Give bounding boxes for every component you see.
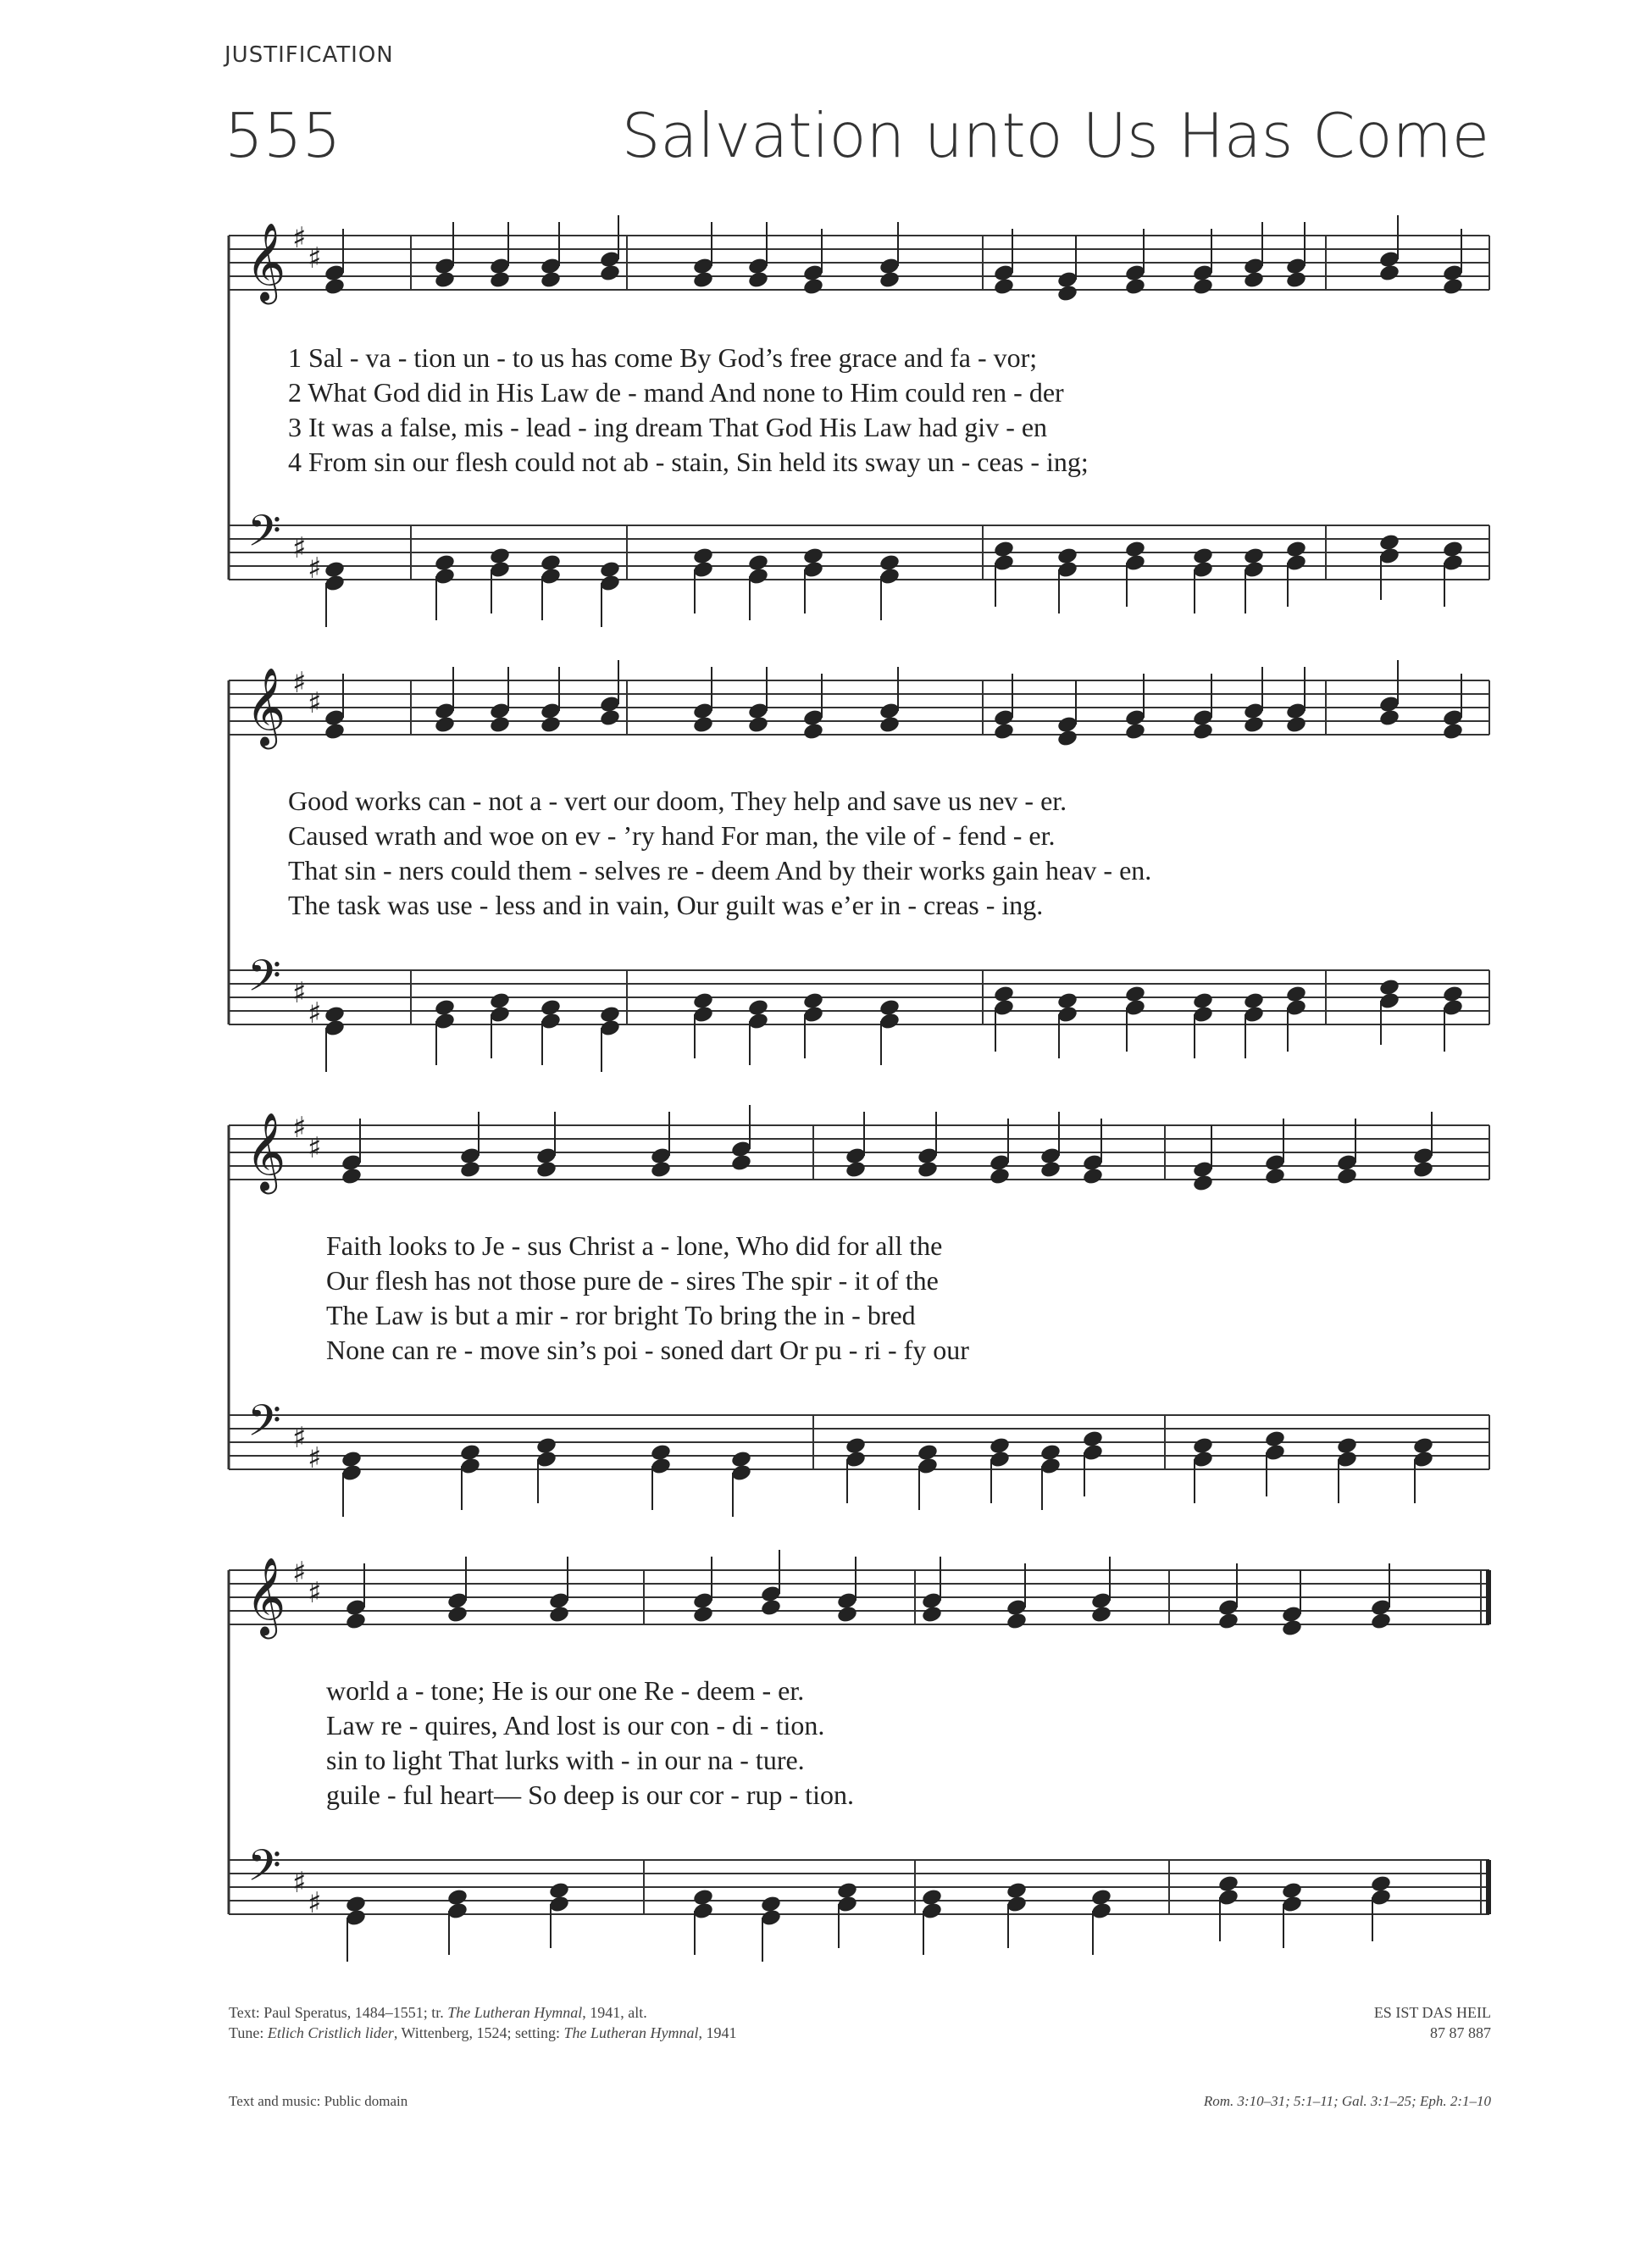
- notehead: [692, 270, 714, 290]
- notehead: [1039, 1160, 1062, 1180]
- notehead: [1370, 1612, 1392, 1631]
- notehead: [802, 277, 824, 297]
- notehead: [692, 1605, 714, 1624]
- notehead: [730, 1153, 752, 1173]
- lyrics-system-1: [288, 341, 1491, 480]
- notehead: [1285, 715, 1307, 735]
- notehead: [836, 1605, 858, 1624]
- treble-clef: 𝄞: [246, 1112, 286, 1191]
- notehead: [993, 722, 1015, 741]
- lyric-line: sin to light That lurks with - in our na - ture.: [326, 1745, 805, 1775]
- notehead: [345, 1612, 367, 1631]
- notehead: [1192, 277, 1214, 297]
- lyric-line: 1 Sal - va - tion un - to us has come By God’s free grace and fa - vor;: [288, 342, 1038, 373]
- notehead: [1412, 1160, 1434, 1180]
- lyric-line: world a - tone; He is our one Re - deem - er.: [326, 1675, 805, 1706]
- notehead: [1243, 270, 1265, 290]
- notehead: [1006, 1612, 1028, 1631]
- sharp-sign: ♯: [292, 221, 307, 255]
- final-barline-thick: [1486, 1570, 1491, 1624]
- lyrics-system-4: [326, 1674, 1402, 1813]
- lyric-line: Caused wrath and woe on ev - ’ry hand For man, the vile of - fend - er.: [288, 820, 1056, 851]
- treble-clef: 𝄞: [246, 222, 286, 301]
- notehead: [1056, 729, 1078, 748]
- notehead: [747, 715, 769, 735]
- hymn-title: Salvation unto Us Has Come: [621, 100, 1489, 171]
- sharp-sign: ♯: [292, 1866, 307, 1900]
- notehead: [489, 270, 511, 290]
- notehead: [989, 1167, 1011, 1186]
- notehead: [1056, 284, 1078, 303]
- meter: 87 87 887: [1430, 2024, 1491, 2041]
- notehead: [446, 1605, 468, 1624]
- notehead: [459, 1160, 481, 1180]
- notehead: [434, 270, 456, 290]
- notehead: [879, 270, 901, 290]
- notehead: [1264, 1167, 1286, 1186]
- notehead: [489, 715, 511, 735]
- notehead: [1442, 722, 1464, 741]
- notehead: [917, 1160, 939, 1180]
- sharp-sign: ♯: [308, 1441, 322, 1475]
- sharp-sign: ♯: [292, 666, 307, 700]
- tune-info: [1374, 2002, 1491, 2043]
- lyric-line: 4 From sin our flesh could not ab - stain, Sin held its sway un - ceas - ing;: [288, 447, 1089, 477]
- notehead: [1285, 270, 1307, 290]
- notehead: [879, 715, 901, 735]
- notehead: [341, 1167, 363, 1186]
- notehead: [1378, 708, 1400, 728]
- sharp-sign: ♯: [308, 1131, 322, 1165]
- notehead: [540, 715, 562, 735]
- notehead: [650, 1160, 672, 1180]
- text-credit: Text: Paul Speratus, 1484–1551; tr. The Lutheran Hymnal, 1941, alt.: [229, 2004, 647, 2021]
- notehead: [1378, 264, 1400, 283]
- bass-clef: 𝄢: [247, 505, 281, 567]
- notehead: [535, 1160, 557, 1180]
- sharp-sign: ♯: [308, 1886, 322, 1920]
- notehead: [540, 270, 562, 290]
- bass-clef: 𝄢: [247, 1395, 281, 1457]
- sharp-sign: ♯: [292, 1556, 307, 1590]
- sharp-sign: ♯: [308, 552, 322, 586]
- notehead: [760, 1598, 782, 1618]
- sharp-sign: ♯: [292, 531, 307, 565]
- sharp-sign: ♯: [308, 1576, 322, 1610]
- sharp-sign: ♯: [308, 242, 322, 275]
- notehead: [434, 715, 456, 735]
- notehead: [1192, 1174, 1214, 1193]
- notehead: [1243, 715, 1265, 735]
- lyric-line: The task was use - less and in vain, Our guilt was e’er in - creas - ing.: [288, 890, 1044, 920]
- sharp-sign: ♯: [292, 1421, 307, 1455]
- lyric-line: Law re - quires, And lost is our con - di - tion.: [326, 1710, 825, 1740]
- scripture-references: Rom. 3:10–31; 5:1–11; Gal. 3:1–25; Eph. 2:1–10: [1203, 2093, 1491, 2109]
- lyric-line: 3 It was a false, mis - lead - ing dream That God His Law had giv - en: [288, 412, 1048, 442]
- final-barline-thick: [1486, 1860, 1491, 1914]
- lyric-line: guile - ful heart— So deep is our cor - rup - tion.: [326, 1779, 854, 1810]
- bass-clef: 𝄢: [247, 950, 281, 1012]
- notehead: [1442, 277, 1464, 297]
- lyric-line: Good works can - not a - vert our doom, They help and save us nev - er.: [288, 786, 1067, 816]
- treble-clef: 𝄞: [246, 667, 286, 746]
- notehead: [845, 1160, 867, 1180]
- lyric-line: None can re - move sin’s poi - soned dart Or pu - ri - fy our: [326, 1335, 969, 1365]
- credits-block: [229, 2002, 736, 2043]
- lyric-line: 2 What God did in His Law de - mand And none to Him could ren - der: [288, 377, 1064, 408]
- hymn-number: 555: [225, 100, 341, 171]
- notehead: [599, 708, 621, 728]
- notehead: [548, 1605, 570, 1624]
- lyric-line: Our flesh has not those pure de - sires The spir - it of the: [326, 1265, 939, 1296]
- notehead: [1336, 1167, 1358, 1186]
- notehead: [993, 277, 1015, 297]
- lyric-line: That sin - ners could them - selves re - deem And by their works gain heav - en.: [288, 855, 1152, 886]
- notehead: [921, 1605, 943, 1624]
- tune-credit: Tune: Etlich Cristlich lider, Wittenberg, 1524; setting: The Lutheran Hymnal, 1941: [229, 2024, 737, 2041]
- copyright: Text and music: Public domain: [229, 2093, 408, 2109]
- section-heading: JUSTIFICATION: [225, 42, 394, 68]
- treble-clef: 𝄞: [246, 1557, 286, 1635]
- notehead: [747, 270, 769, 290]
- notehead: [324, 277, 346, 297]
- notehead: [1124, 722, 1146, 741]
- notehead: [324, 722, 346, 741]
- lyric-line: The Law is but a mir - ror bright To bring the in - bred: [326, 1300, 916, 1330]
- lyric-line: Faith looks to Je - sus Christ a - lone, Who did for all the: [326, 1230, 943, 1261]
- notehead: [1090, 1605, 1112, 1624]
- notehead: [1281, 1618, 1303, 1638]
- notehead: [1124, 277, 1146, 297]
- notehead: [599, 264, 621, 283]
- bass-clef: 𝄢: [247, 1840, 281, 1901]
- lyrics-system-3: [326, 1229, 1491, 1368]
- notehead: [1192, 722, 1214, 741]
- sharp-sign: ♯: [308, 997, 322, 1030]
- notehead: [802, 722, 824, 741]
- lyrics-system-2: [288, 784, 1491, 923]
- notehead: [1217, 1612, 1239, 1631]
- sharp-sign: ♯: [292, 1111, 307, 1145]
- sharp-sign: ♯: [292, 976, 307, 1010]
- notehead: [1082, 1167, 1104, 1186]
- sharp-sign: ♯: [308, 686, 322, 720]
- notehead: [692, 715, 714, 735]
- tune-name: ES IST DAS HEIL: [1373, 2004, 1491, 2021]
